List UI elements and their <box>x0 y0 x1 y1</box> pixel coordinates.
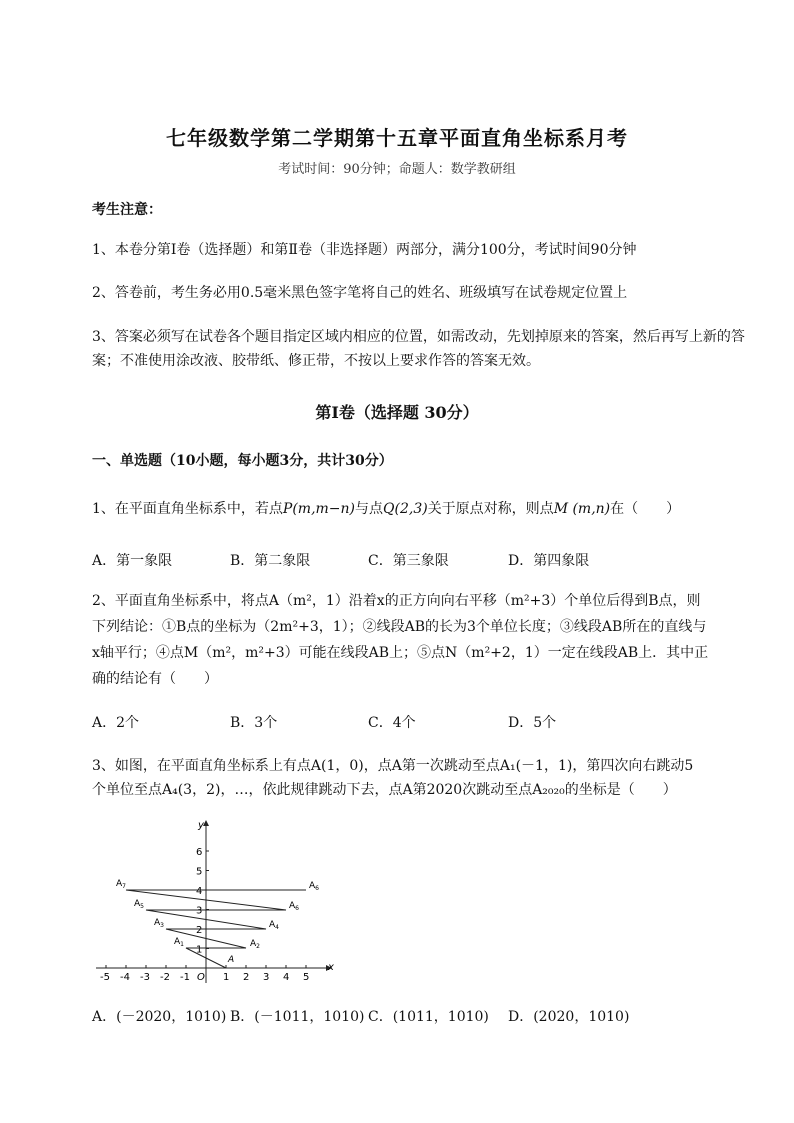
question-1 <box>92 498 742 520</box>
label-A2: $A_2$ <box>250 939 260 950</box>
q2-line-2: 下列结论：①B点的坐标为（2m²+3，1）；②线段AB的长为3个单位长度；③线段AB所在的直线与 <box>92 619 707 635</box>
q1-point-m: M (m,n) <box>553 501 611 517</box>
notice-item-2: 2、答卷前，考生务必用0.5毫米黑色签字笔将自己的姓名、班级填写在试卷规定位置上 <box>92 285 628 301</box>
q3-line-2: 个单位至点A₄(3，2)，…，依此规律跳动下去，点A第2020次跳动至点A₂₀₂₀的坐标是（ ） <box>92 782 677 798</box>
q1-option-b[interactable]: B．第二象限 <box>230 553 311 569</box>
q2-option-b[interactable]: B．3个 <box>230 715 278 731</box>
x-tick-label: -5 <box>100 972 110 983</box>
x-tick-label: -3 <box>140 972 150 983</box>
x-tick-label: 4 <box>283 972 290 983</box>
label-A7: $A_7$ <box>116 879 126 890</box>
y-tick-label: 4 <box>196 886 203 897</box>
x-tick-label: -4 <box>120 972 130 983</box>
label-A1: $A_1$ <box>174 937 184 948</box>
label-A: A <box>228 955 235 965</box>
y-axis-label: y <box>198 820 204 831</box>
q1-option-a[interactable]: A．第一象限 <box>92 553 173 569</box>
page-title: 七年级数学第二学期第十五章平面直角坐标系月考 <box>166 126 628 150</box>
q2-line-3: x轴平行；④点M（m²，m²+3）可能在线段AB上；⑤点N（m²+2，1）一定在线段AB上．其中正 <box>92 645 709 661</box>
label-A6: $A_6$ <box>289 901 299 912</box>
q1-mid: 与点 <box>355 501 384 517</box>
notice-heading: 考生注意： <box>92 202 162 218</box>
q1-post: 在（ ） <box>610 501 681 517</box>
q1-pre: 1、在平面直角坐标系中，若点 <box>92 501 283 517</box>
part-heading: 一、单选题（10小题，每小题3分，共计30分） <box>92 453 393 469</box>
q2-option-c[interactable]: C．4个 <box>368 715 416 731</box>
notice-item-3: 3、答案必须写在试卷各个题目指定区域内相应的位置，如需改动，先划掉原来的答案，然后再写上新的答案；不准使用涂改液、胶带纸、修正带，不按以上要求作答的答案无效。 <box>92 329 745 369</box>
q1-mid2: 关于原点对称，则点 <box>427 501 554 517</box>
q1-point-p: P(m,m−n) <box>282 501 356 517</box>
q3-option-a[interactable]: A．(－2020，1010) <box>92 1009 227 1025</box>
x-tick-label: -1 <box>180 972 190 983</box>
y-tick-label: 1 <box>196 944 203 956</box>
q3-line-1: 3、如图，在平面直角坐标系上有点A(1，0)，点A第一次跳动至点A₁(－1，1)，第四次向右跳动5 <box>92 758 694 774</box>
x-tick-label: 1 <box>223 972 230 983</box>
x-tick-label: O <box>197 972 205 983</box>
q1-option-d[interactable]: D．第四象限 <box>508 553 590 569</box>
jump-path <box>126 890 306 968</box>
x-axis-label: x <box>328 962 334 973</box>
q1-point-q: Q(2,3) <box>383 501 428 517</box>
q2-line-4: 确的结论有（ ） <box>92 671 218 687</box>
label-A3: $A_3$ <box>154 918 164 929</box>
x-tick-label: 2 <box>243 972 250 983</box>
label-A5: $A_5$ <box>134 899 144 910</box>
y-tick-label: 2 <box>196 925 203 936</box>
q2-option-a[interactable]: A．2个 <box>92 715 140 731</box>
section-title: 第Ⅰ卷（选择题 30分） <box>315 403 479 422</box>
y-tick-label: 5 <box>196 866 203 878</box>
y-tick-label: 6 <box>196 847 203 858</box>
q2-option-d[interactable]: D．5个 <box>508 715 557 731</box>
label-A6-end: $A_6$ <box>309 881 319 892</box>
q3-option-b[interactable]: B．(－1011，1010) <box>230 1009 365 1025</box>
label-A4: $A_4$ <box>269 920 279 931</box>
q1-option-c[interactable]: C．第三象限 <box>368 553 449 569</box>
x-tick-label: 5 <box>303 972 310 983</box>
y-tick-label: 3 <box>196 905 203 917</box>
coordinate-figure <box>88 818 338 983</box>
x-tick-label: -2 <box>160 972 170 983</box>
q3-option-c[interactable]: C．(1011，1010) <box>368 1009 489 1025</box>
q2-line-1: 2、平面直角坐标系中，将点A（m²，1）沿着x的正方向向右平移（m²+3）个单位后得到B点，则 <box>92 593 701 609</box>
q3-option-d[interactable]: D．(2020，1010) <box>508 1009 630 1025</box>
x-tick-label: 3 <box>263 972 270 983</box>
notice-item-1: 1、本卷分第Ⅰ卷（选择题）和第Ⅱ卷（非选择题）两部分，满分100分，考试时间90分钟 <box>92 242 637 258</box>
exam-info: 考试时间：90分钟；命题人：数学教研组 <box>278 162 516 177</box>
